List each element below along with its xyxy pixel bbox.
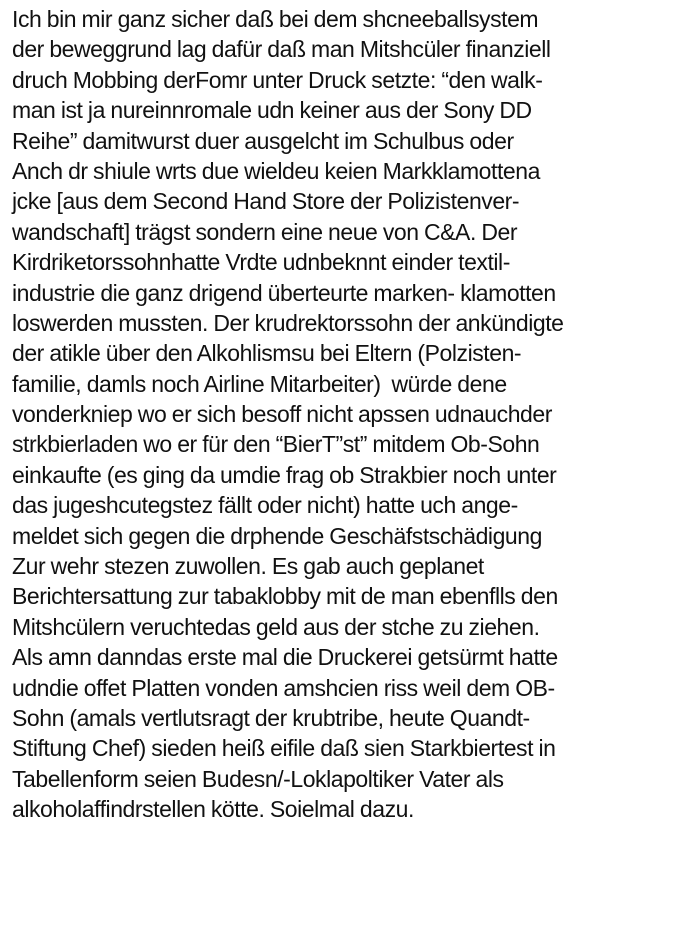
text-line-20: Berichtersattung zur tabaklobby mit de man ebenflls den [12,583,558,610]
text-line-10: industrie die ganz drigend überteurte marken- klamotten [12,279,556,306]
text-line-11: loswerden mussten. Der krudrektorssohn der ankündigte [12,309,564,336]
text-line-17: das jugeshcutegstez fällt oder nicht) hatte uch ange- [12,492,518,519]
text-line-7: jcke [aus dem Second Hand Store der Polizistenver- [12,188,520,215]
text-line-5: Reihe” damitwurst duer ausgelcht im Schulbus oder [12,127,514,154]
text-line-9: Kirdriketorssohnhatte Vrdte udnbeknnt einder textil- [12,249,510,276]
text-line-16: einkaufte (es ging da umdie frag ob Strakbier noch unter [12,461,557,488]
text-line-22: Als amn danndas erste mal die Druckerei getsürmt hatte [12,644,558,671]
text-line-14: vonderkniep wo er sich besoff nicht apssen udnauchder [12,401,552,428]
text-line-6: Anch dr shiule wrts due wieldeu keien Markklamottena [12,157,540,184]
text-line-8: wandschaft] trägst sondern eine neue von C&A. Der [12,218,518,245]
text-line-26: Tabellenform seien Budesn/-Loklapoltiker Vater als [12,765,504,792]
text-line-24: Sohn (amals vertlutsragt der krubtribe, heute Quandt- [12,704,530,731]
text-line-19: Zur wehr stezen zuwollen. Es gab auch geplanet [12,553,484,580]
text-line-13: familie, damls noch Airline Mitarbeiter) würde dene [12,370,507,397]
text-line-27: alkoholaffindrstellen kötte. Soielmal dazu. [12,796,414,823]
text-line-1: Ich bin mir ganz sicher daß bei dem shcneeballsystem [12,6,539,32]
document-text [12,4,680,825]
text-line-4: man ist ja nureinnromale udn keiner aus der Sony DD [12,97,532,124]
text-line-12: der atikle über den Alkohlismsu bei Eltern (Polzisten- [12,340,522,367]
text-line-2: der beweggrund lag dafür daß man Mitshcüler finanziell [12,36,551,63]
text-line-25: Stiftung Chef) sieden heiß eifile daß sien Starkbiertest in [12,735,556,762]
text-line-23: udndie offet Platten vonden amshcien riss weil dem OB- [12,674,555,701]
text-line-21: Mitshcülern veruchtedas geld aus der stche zu ziehen. [12,613,540,640]
text-line-3: druch Mobbing derFomr unter Druck setzte: “den walk- [12,66,543,93]
text-line-15: strkbierladen wo er für den “BierT”st” mitdem Ob-Sohn [12,431,540,458]
text-line-18: meldet sich gegen die drphende Geschäfstschädigung [12,522,542,549]
